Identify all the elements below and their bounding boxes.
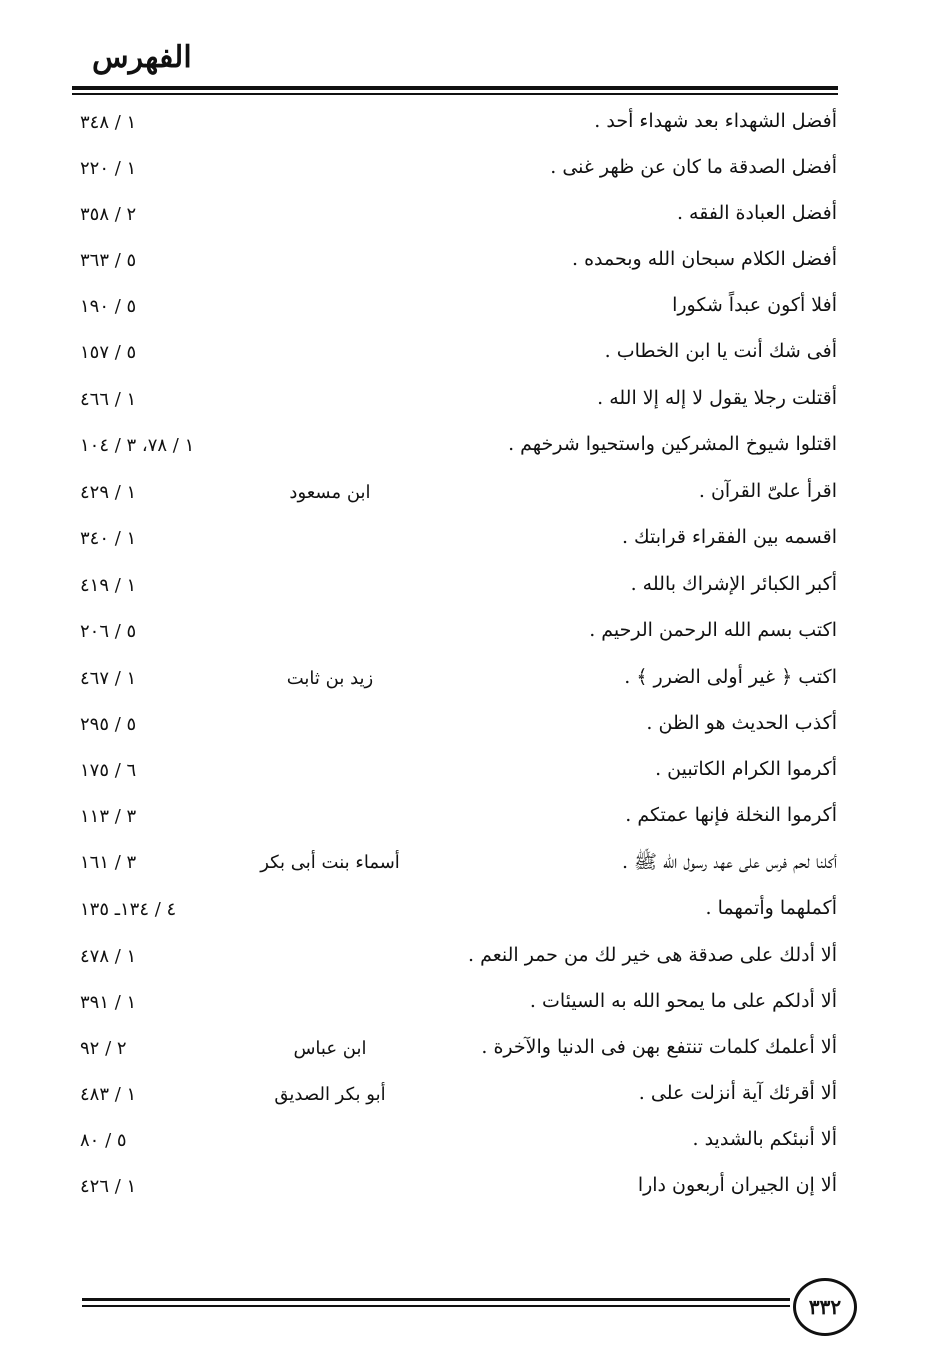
- index-entry: [0, 423, 929, 469]
- index-entry: [0, 1026, 929, 1072]
- entry-reference: ١ / ٤٧٨: [80, 946, 137, 967]
- entry-text: أفضل الصدقة ما كان عن ظهر غنى .: [550, 156, 837, 178]
- entry-text: أفضل الكلام سبحان الله وبحمده .: [572, 248, 837, 270]
- entry-text: أكذب الحديث هو الظن .: [646, 712, 837, 734]
- index-entry: [0, 702, 929, 748]
- index-entry: [0, 516, 929, 562]
- entry-reference: ٥ / ٢٠٦: [80, 621, 137, 642]
- index-entry: [0, 563, 929, 609]
- entry-reference: ٥ / ٣٦٣: [80, 250, 137, 271]
- entry-text: اكتب ﴿ غير أولى الضرر ﴾ .: [624, 666, 837, 688]
- entry-reference: ١ / ٤٦٧: [80, 668, 137, 689]
- entry-text: ألا أدلكم على ما يمحو الله به السيئات .: [529, 990, 837, 1012]
- entry-reference: ٦ / ١٧٥: [80, 760, 137, 781]
- entry-text: ألا أدلك على صدقة هى خير لك من حمر النعم .: [467, 944, 837, 966]
- entry-text: أكبر الكبائر الإشراك بالله .: [630, 573, 837, 595]
- index-entry: [0, 192, 929, 238]
- entry-reference: ١ / ٢٢٠: [80, 158, 137, 179]
- entry-reference: ٣ / ١١٣: [80, 806, 137, 827]
- entry-text: اقرأ علىّ القرآن .: [698, 480, 837, 502]
- entry-narrator: أبو بكر الصديق: [274, 1084, 386, 1105]
- entry-text: أقتلت رجلا يقول لا إله إلا الله .: [597, 387, 837, 409]
- entry-narrator: زيد بن ثابت: [286, 668, 374, 689]
- index-entry: [0, 840, 929, 886]
- entry-text: أفى شك أنت يا ابن الخطاب .: [604, 340, 837, 362]
- entry-reference: ٥ / ١٥٧: [80, 342, 137, 363]
- index-entry: [0, 609, 929, 655]
- index-entry: [0, 980, 929, 1026]
- entry-text: ألا أنبئكم بالشديد .: [692, 1128, 837, 1150]
- entry-reference: ١ / ٣٩١: [80, 992, 137, 1013]
- entry-reference: ٢ / ٣٥٨: [80, 204, 137, 225]
- entry-reference: ٥ / ٢٩٥: [80, 714, 137, 735]
- entry-text: أفضل الشهداء بعد شهداء أحد .: [594, 110, 837, 132]
- page-number-badge: [793, 1278, 857, 1336]
- header-rule-thin: [72, 93, 838, 95]
- entry-text: ألا أعلمك كلمات تنتفع بهن فى الدنيا والآخرة .: [481, 1036, 837, 1058]
- entry-narrator: ابن مسعود: [289, 482, 371, 503]
- entry-text: أكلنا لحم فرس على عهد رسول الله ﷺ .: [621, 851, 837, 873]
- entry-text: أفلا أكون عبداً شكورا: [672, 294, 837, 316]
- entry-narrator: أسماء بنت أبى بكر: [260, 852, 400, 873]
- entry-reference: ٢ / ٩٢: [80, 1038, 127, 1059]
- entry-reference: ١ / ٤٨٣: [80, 1084, 137, 1105]
- entry-reference: ١ / ٤٢٦: [80, 1176, 137, 1197]
- index-entry: [0, 238, 929, 284]
- entry-text: اكتب بسم الله الرحمن الرحيم .: [589, 619, 837, 641]
- entry-reference: ١ / ٣٤٨: [80, 112, 137, 133]
- header-rule-thick: [72, 86, 838, 90]
- page-number: ٣٣٢: [808, 1295, 842, 1319]
- index-entry: [0, 146, 929, 192]
- index-entry: [0, 1164, 929, 1210]
- index-entry: [0, 748, 929, 794]
- entry-reference: ٣ / ١٦١: [80, 852, 137, 873]
- entry-text: ألا أقرئك آية أنزلت على .: [638, 1082, 837, 1104]
- entry-text: أكرموا الكرام الكاتبين .: [655, 758, 837, 780]
- entry-reference: ٥ / ١٩٠: [80, 296, 137, 317]
- entry-reference: ٤ / ١٣٤ـ ١٣٥: [80, 899, 177, 920]
- entry-text: أفضل العبادة الفقه .: [676, 202, 837, 224]
- footer-rule-thin: [82, 1305, 790, 1307]
- index-entry: [0, 794, 929, 840]
- entry-text: أكرموا النخلة فإنها عمتكم .: [625, 804, 837, 826]
- entry-text: أكملهما وأتمهما .: [705, 897, 837, 919]
- index-entry: [0, 1072, 929, 1118]
- index-entry: [0, 284, 929, 330]
- entry-reference: ١ / ٤١٩: [80, 575, 137, 596]
- index-entry: [0, 887, 929, 933]
- entry-narrator: ابن عباس: [293, 1038, 367, 1059]
- page-title: الفهرس: [92, 40, 192, 75]
- entry-reference: ١ / ٧٨، ٣ / ١٠٤: [80, 435, 195, 456]
- entry-text: ألا إن الجيران أربعون دارا: [637, 1174, 837, 1196]
- index-entry: [0, 100, 929, 146]
- entry-reference: ١ / ٤٦٦: [80, 389, 137, 410]
- entry-reference: ٥ / ٨٠: [80, 1130, 127, 1151]
- index-entry: [0, 470, 929, 516]
- entry-text: اقسمه بين الفقراء قرابتك .: [621, 526, 837, 548]
- index-entry: [0, 656, 929, 702]
- index-entry: [0, 330, 929, 376]
- entry-text: اقتلوا شيوخ المشركين واستحيوا شرخهم .: [508, 433, 837, 455]
- index-entry: [0, 377, 929, 423]
- index-entry: [0, 934, 929, 980]
- entry-reference: ١ / ٤٢٩: [80, 482, 137, 503]
- footer-rule-thick: [82, 1298, 790, 1301]
- entry-reference: ١ / ٣٤٠: [80, 528, 137, 549]
- index-entry: [0, 1118, 929, 1164]
